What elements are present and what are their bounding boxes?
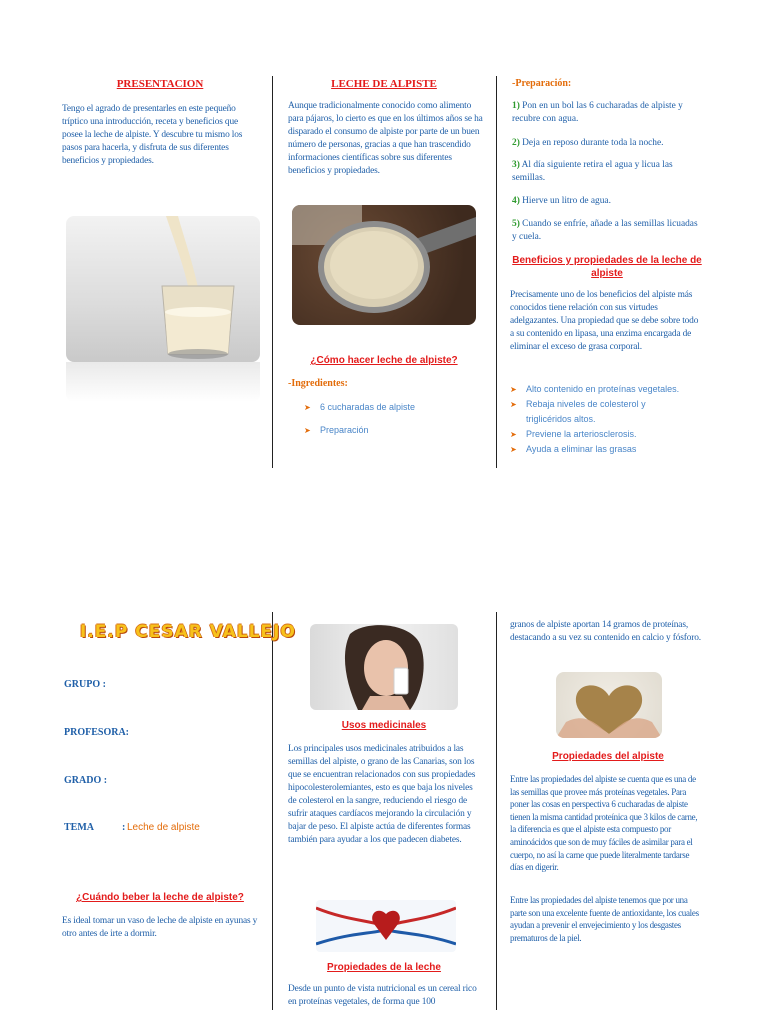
column-divider-top-right [496, 76, 497, 468]
profesora-label: PROFESORA: [64, 727, 129, 738]
propiedades-leche-title: Propiedades de la leche [327, 962, 441, 973]
arrow-bullet-icon: ➤ [304, 403, 311, 412]
propiedades-alpiste-text-1: Entre las propiedades del alpiste se cuenta que es una de las semillas que provee más proteínas vegetales. Para poner las cosas en perspectiva 6 cucharadas de alpiste tienen la misma cantidad proteínica que 3 kilos de carne, la diferencia es que el alpiste esta compuesto por aminoácidos que son de muy fáciles de asimilar para el cuerpo, no así la carne que puede literalmente tardarse días en digerir. [510, 774, 698, 873]
benefit-item [510, 427, 637, 442]
heart-of-seeds-image [556, 672, 662, 738]
step-number: 3) [512, 160, 520, 170]
heart-arteries-image [316, 900, 456, 952]
arrow-bullet-icon: ➤ [510, 445, 517, 454]
arrow-bullet-icon: ➤ [510, 430, 517, 439]
como-hacer-title: ¿Cómo hacer leche de alpiste? [310, 355, 458, 366]
grupo-label: GRUPO : [64, 679, 106, 690]
benefit-item [510, 397, 646, 412]
usos-medicinales-text: Los principales usos medicinales atribuidos a las semillas del alpiste, o grano de las Canarias, son los que se encuentran relacionados con sus propiedades hipocolesterolemiantes, esto es que baja los niveles de colesterol en la sangre, reduciendo el riesgo de sufrir ataques cardíacos mejorando la circulación y bajar de peso. El alpiste actúa de diferentes formas también para ayudar a los que padecen diabetes. [288, 744, 476, 845]
column-divider-bottom-right [496, 612, 497, 1010]
column-divider-bottom-left [272, 612, 273, 1010]
column-divider-top-left [272, 76, 273, 468]
benefit-item-continued [526, 412, 596, 427]
measuring-cup-image [292, 205, 476, 325]
ingredient-text: Preparación [320, 425, 369, 435]
benefit-text: Alto contenido en proteínas vegetales. [526, 384, 680, 394]
step-5 [512, 218, 702, 244]
ingredient-item [304, 400, 415, 415]
step-number: 2) [512, 138, 520, 148]
propiedades-alpiste-title: Propiedades del alpiste [552, 751, 664, 762]
benefit-item [510, 382, 679, 397]
usos-medicinales-title: Usos medicinales [341, 720, 427, 731]
beneficios-title: Beneficios y propiedades de la leche de alpiste [512, 255, 702, 279]
benefit-text: triglicéridos altos. [526, 414, 596, 424]
circulatory-system-image [316, 900, 456, 952]
step-4 [512, 195, 702, 208]
step-2 [512, 137, 702, 150]
step-1 [512, 100, 702, 126]
propiedades-leche-text: Desde un punto de vista nutricional es un cereal rico en proteínas vegetales, de forma que 100 [288, 984, 477, 1007]
proteinas-continuation-text: granos de alpiste aportan 14 gramos de proteínas, destacando a su vez su contenido en calcio y fósforo. [510, 620, 701, 643]
benefit-text: Ayuda a eliminar las grasas [526, 444, 637, 454]
milk-glass-image [66, 216, 260, 362]
grado-label: GRADO : [64, 775, 108, 786]
arrow-bullet-icon: ➤ [510, 400, 517, 409]
benefit-item [510, 442, 636, 457]
benefit-text: Rebaja niveles de colesterol y [526, 399, 646, 409]
alpiste-measuring-cup-photo [292, 205, 476, 325]
milk-glass-reflection [66, 362, 260, 402]
cuando-beber-title: ¿Cuándo beber la leche de alpiste? [76, 892, 244, 903]
cuando-beber-text: Es ideal tomar un vaso de leche de alpiste en ayunas y otro antes de irte a dormir. [62, 916, 258, 939]
leche-de-alpiste-title: LECHE DE ALPISTE [331, 78, 437, 90]
tema-value: Leche de alpiste [127, 822, 200, 833]
tema-label: TEMA [64, 822, 94, 833]
tema-colon: : [122, 822, 126, 833]
presentacion-title: PRESENTACION [116, 78, 204, 90]
step-text: Hierve un litro de agua. [522, 196, 611, 206]
step-number: 1) [512, 101, 520, 111]
woman-drinking-milk-photo [310, 624, 458, 710]
arrow-bullet-icon: ➤ [304, 426, 311, 435]
ingredientes-heading: -Ingredientes: [288, 378, 348, 389]
step-text: Al día siguiente retira el agua y licua las semillas. [512, 160, 673, 183]
ingredient-item [304, 423, 369, 438]
milk-glass-photo [66, 216, 260, 362]
step-text: Cuando se enfríe, añade a las semillas licuadas y cuela. [512, 219, 698, 242]
propiedades-alpiste-text-2: Entre las propiedades del alpiste tenemos que por una parte son una excelente fuente de antioxidante, los cuales ayudan a prevenir el envejecimiento y los desgastes prematuros de la piel. [510, 895, 699, 943]
step-number: 4) [512, 196, 520, 206]
step-text: Pon en un bol las 6 cucharadas de alpiste y recubre con agua. [512, 101, 683, 124]
preparacion-heading: -Preparación: [512, 78, 572, 89]
step-number: 5) [512, 219, 520, 229]
step-3 [512, 159, 702, 185]
woman-drinking-image [310, 624, 458, 710]
leche-de-alpiste-text: Aunque tradicionalmente conocido como alimento para pájaros, lo cierto es que en los últimos años se ha disparado el consumo de alpiste por parte de un buen número de personas, gracias a que han trascendido informaciones científicas sobre sus diferentes beneficios y propiedades. [288, 101, 483, 176]
heart-seeds-photo [556, 672, 662, 738]
school-logo-text: I.E.P CESAR VALLEJO [80, 622, 296, 642]
presentacion-text: Tengo el agrado de presentarles en este pequeño tríptico una introducción, receta y beneficios que posee la leche de alpiste. Y descubre tu mismo los pasos para hacerla, y disfruta de sus diferentes beneficios y propiedades. [62, 104, 243, 166]
benefit-text: Previene la arteriosclerosis. [526, 429, 637, 439]
step-text: Deja en reposo durante toda la noche. [522, 138, 664, 148]
arrow-bullet-icon: ➤ [510, 385, 517, 394]
ingredient-text: 6 cucharadas de alpiste [320, 402, 416, 412]
beneficios-text: Precisamente uno de los beneficios del alpiste más conocidos tiene relación con sus virtudes adelgazantes. Una propiedad que se debe sobre todo a su contenido en lipasa, una enzima encargada de eliminar el exceso de grasa corporal. [510, 290, 699, 352]
